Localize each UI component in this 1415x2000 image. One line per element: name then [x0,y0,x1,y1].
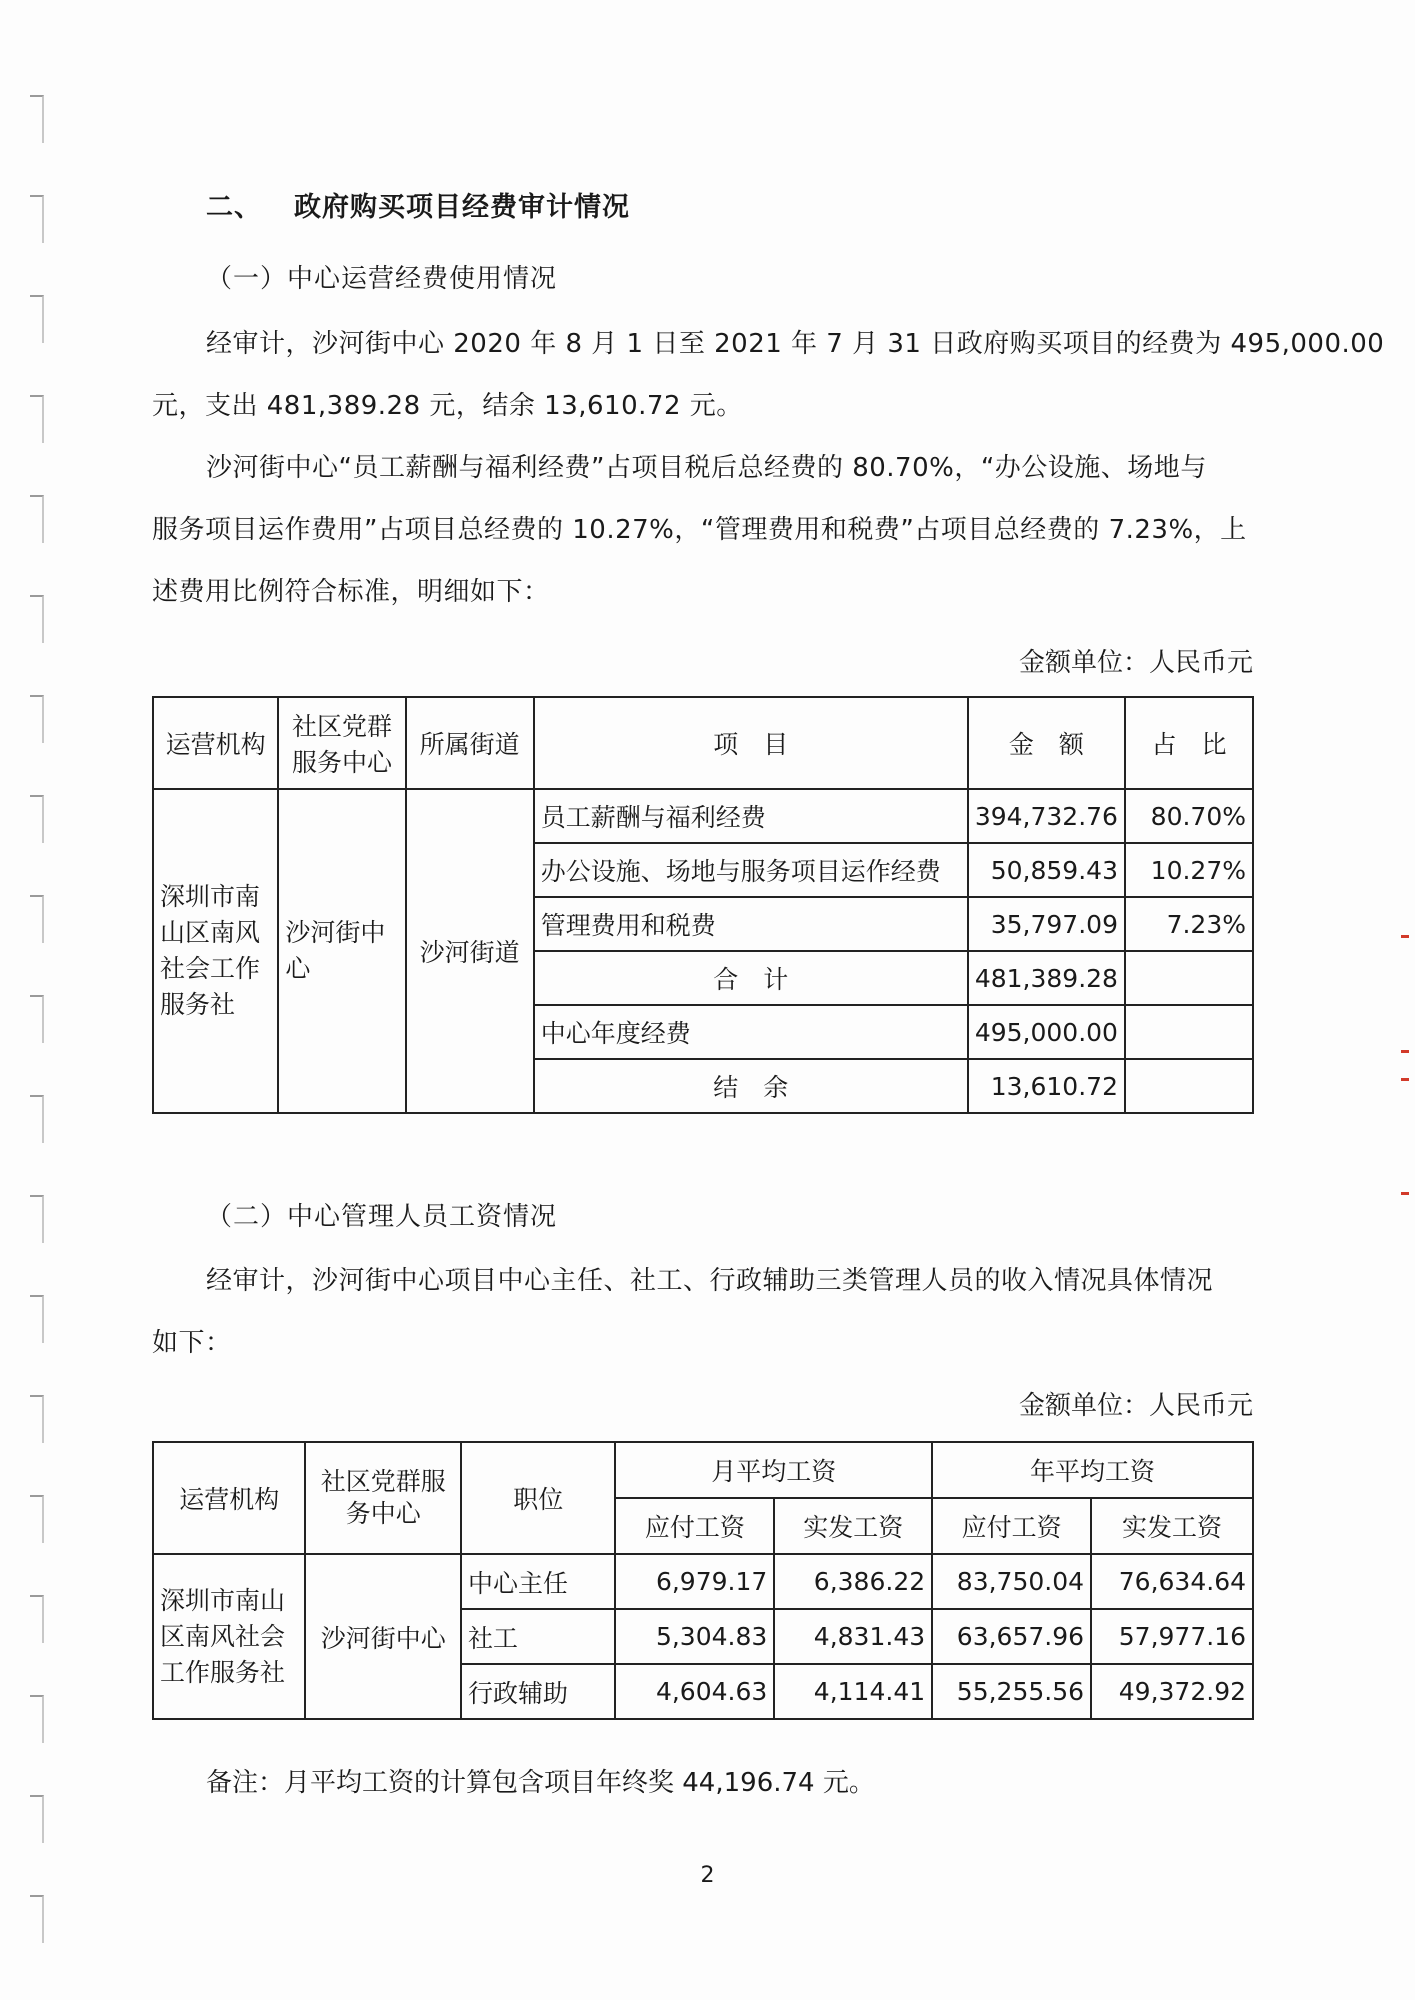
paragraph-line: 述费用比例符合标准，明细如下： [152,577,550,607]
paragraph-line: 元，支出 481,389.28 元，结余 13,610.72 元。 [152,391,743,421]
binder-mark [30,695,44,743]
binder-mark [30,1695,44,1743]
paragraph-funding-summary [152,313,1385,437]
table-row [153,1554,1253,1609]
item-cell: 中心年度经费 [534,1005,968,1059]
header-position: 职位 [461,1442,615,1554]
subsection-title-2: （二）中心管理人员工资情况 [206,1202,558,1232]
header-monthly-paid: 实发工资 [774,1498,932,1554]
item-cell: 结 余 [534,1059,968,1113]
monthly-due-cell: 6,979.17 [615,1554,774,1609]
seal-fragment [1401,1192,1409,1195]
annual-due-cell: 83,750.04 [932,1554,1091,1609]
monthly-paid-cell: 6,386.22 [774,1554,932,1609]
ratio-cell [1125,951,1253,1005]
annual-paid-cell: 49,372.92 [1091,1664,1253,1719]
monthly-due-cell: 5,304.83 [615,1609,774,1664]
item-cell: 员工薪酬与福利经费 [534,789,968,843]
monthly-due-cell: 4,604.63 [615,1664,774,1719]
ratio-cell: 7.23% [1125,897,1253,951]
item-cell: 管理费用和税费 [534,897,968,951]
street-cell: 沙河街道 [406,789,534,1113]
binder-mark [30,795,44,843]
currency-unit-label: 金额单位：人民币元 [1018,648,1253,678]
amount-cell: 495,000.00 [968,1005,1125,1059]
paragraph-salary-intro [152,1250,1252,1374]
binder-mark [30,1295,44,1343]
binder-mark [30,1595,44,1643]
binder-mark [30,295,44,343]
position-cell: 社工 [461,1609,615,1664]
subsection-title-1: （一）中心运营经费使用情况 [206,264,558,294]
header-annual-salary: 年平均工资 [932,1442,1253,1498]
ratio-cell [1125,1059,1253,1113]
table-row [153,789,1253,843]
binder-mark [30,1395,44,1443]
ratio-cell: 80.70% [1125,789,1253,843]
header-monthly-due: 应付工资 [615,1498,774,1554]
binder-mark [30,1095,44,1143]
header-amount: 金 额 [968,697,1125,789]
monthly-paid-cell: 4,831.43 [774,1609,932,1664]
position-cell: 行政辅助 [461,1664,615,1719]
annual-paid-cell: 76,634.64 [1091,1554,1253,1609]
paragraph-line: 服务项目运作费用”占项目总经费的 10.27%，“管理费用和税费”占项目总经费的 7.23%，上 [152,515,1247,545]
amount-cell: 394,732.76 [968,789,1125,843]
header-org: 运营机构 [153,1442,305,1554]
binder-mark [30,95,44,143]
salary-table [152,1441,1254,1720]
table-header-row [153,697,1253,789]
header-annual-paid: 实发工资 [1091,1498,1253,1554]
currency-unit-label: 金额单位：人民币元 [1018,1391,1253,1421]
position-cell: 中心主任 [461,1554,615,1609]
header-center: 社区党群服务中心 [305,1442,460,1554]
header-center: 社区党群服务中心 [278,697,405,789]
amount-cell: 35,797.09 [968,897,1125,951]
item-cell: 办公设施、场地与服务项目运作经费 [534,843,968,897]
binder-mark [30,195,44,243]
funding-table [152,696,1254,1114]
annual-due-cell: 55,255.56 [932,1664,1091,1719]
ratio-cell [1125,1005,1253,1059]
header-street: 所属街道 [406,697,534,789]
section-title: 政府购买项目经费审计情况 [294,192,630,223]
paragraph-line: 沙河街中心“员工薪酬与福利经费”占项目税后总经费的 80.70%，“办公设施、场地与 [206,453,1207,483]
header-monthly-salary: 月平均工资 [615,1442,932,1498]
binder-mark [30,395,44,443]
header-org: 运营机构 [153,697,278,789]
table-header-row [153,1442,1253,1498]
center-cell: 沙河街中心 [278,789,405,1113]
header-ratio: 占 比 [1125,697,1253,789]
annual-paid-cell: 57,977.16 [1091,1609,1253,1664]
binder-mark [30,495,44,543]
center-cell: 沙河街中心 [305,1554,460,1719]
page-number: 2 [700,1863,715,1888]
seal-fragment [1401,1050,1409,1053]
paragraph-line: 如下： [152,1328,232,1358]
binder-mark [30,995,44,1043]
seal-fragment [1401,1078,1409,1081]
binder-mark [30,1195,44,1243]
binder-mark [30,1495,44,1543]
binder-mark [30,1895,44,1943]
item-cell: 合 计 [534,951,968,1005]
org-cell: 深圳市南山区南风社会工作服务社 [153,789,278,1113]
binder-mark [30,1795,44,1843]
amount-cell: 50,859.43 [968,843,1125,897]
amount-cell: 13,610.72 [968,1059,1125,1113]
org-cell: 深圳市南山区南风社会工作服务社 [153,1554,305,1719]
header-item: 项 目 [534,697,968,789]
paragraph-line: 经审计，沙河街中心项目中心主任、社工、行政辅助三类管理人员的收入情况具体情况 [206,1266,1214,1296]
monthly-paid-cell: 4,114.41 [774,1664,932,1719]
paragraph-ratios [152,437,1252,623]
header-annual-due: 应付工资 [932,1498,1091,1554]
amount-cell: 481,389.28 [968,951,1125,1005]
binder-mark [30,895,44,943]
section-heading [206,185,630,224]
seal-fragment [1401,935,1409,938]
paragraph-line: 经审计，沙河街中心 2020 年 8 月 1 日至 2021 年 7 月 31 日政府购买项目的经费为 495,000.00 [206,329,1385,359]
footnote: 备注：月平均工资的计算包含项目年终奖 44,196.74 元。 [206,1768,875,1798]
binder-mark [30,595,44,643]
ratio-cell: 10.27% [1125,843,1253,897]
section-number: 二、 [206,192,262,223]
annual-due-cell: 63,657.96 [932,1609,1091,1664]
